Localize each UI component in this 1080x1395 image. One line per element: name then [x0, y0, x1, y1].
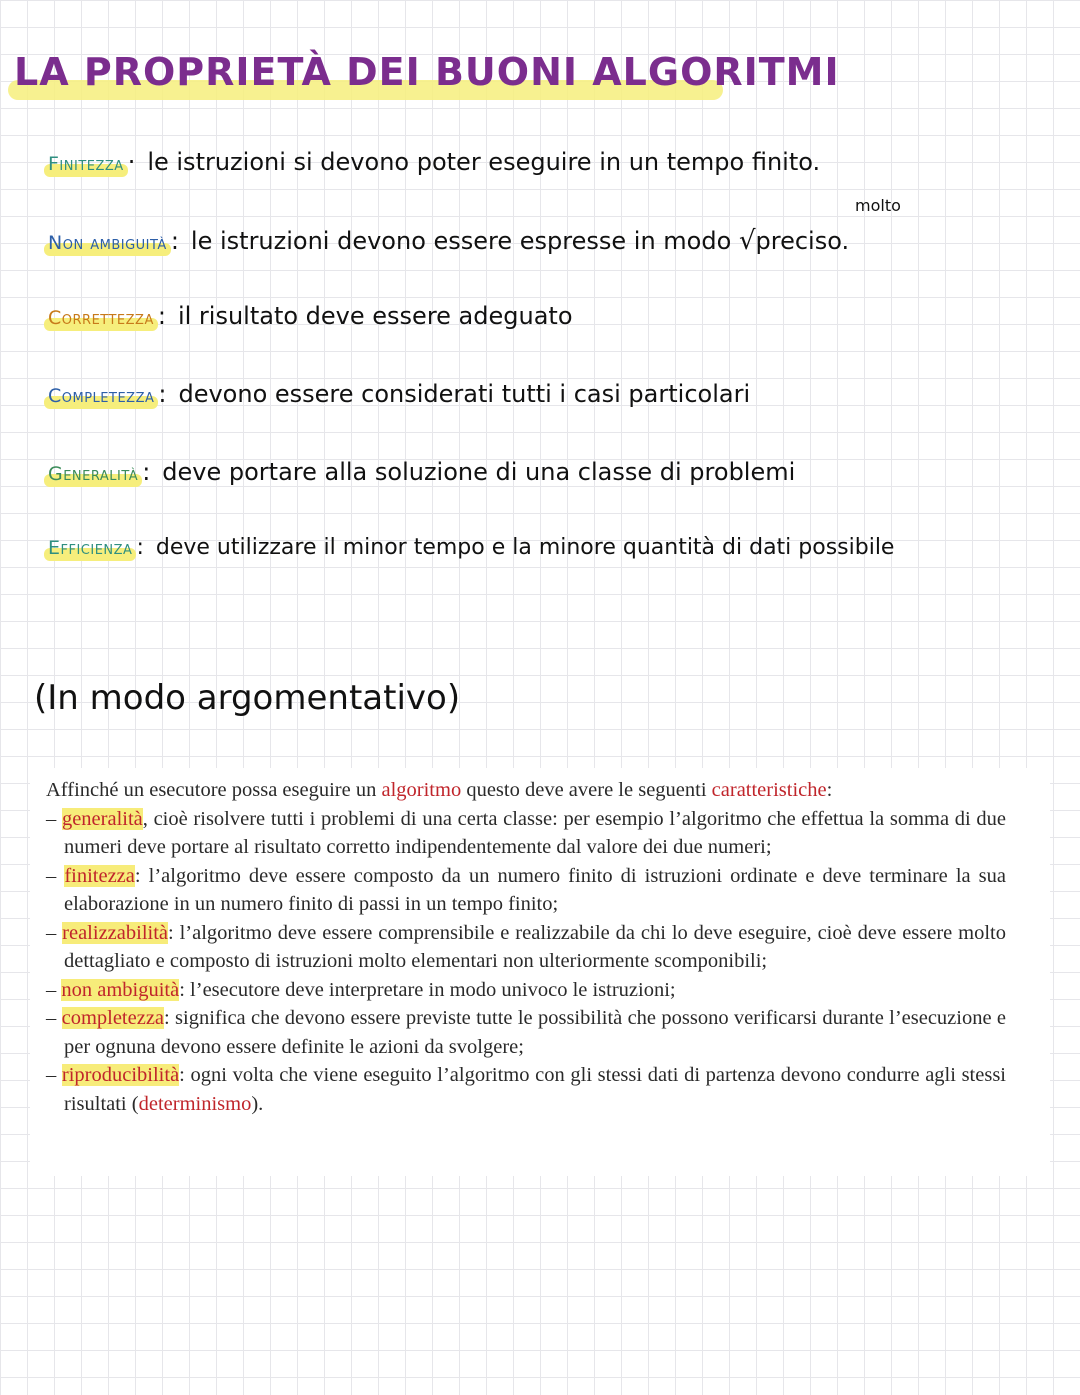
keyword-term: realizzabilità [62, 921, 168, 944]
list-item: – riproducibilità: ogni volta che viene eseguito l’algoritmo con gli stessi dati di partenza devono condurre agli stessi risultati (determinismo). [46, 1064, 1006, 1115]
property-term: Efficienza [48, 537, 132, 559]
textbook-excerpt [30, 768, 1050, 1176]
list-item: – generalità, cioè risolvere tutti i problemi di una certa classe: per esempio l’algoritmo che effettua la somma di due numeri deve portare al risultato corretto indipendentemente dal valore dei due numeri; [46, 807, 1007, 858]
keyword-term: completezza [61, 1007, 165, 1029]
annotation-molto: molto [855, 196, 901, 215]
list-item: – non ambiguità: l’esecutore deve interpretare in modo univoco le istruzioni; [46, 978, 676, 1001]
keyword-caratteristiche: caratteristiche [711, 779, 827, 801]
keyword-algoritmo: algoritmo [381, 779, 462, 801]
keyword-term: finitezza [64, 864, 135, 887]
property-efficienza: Efficienza : deve utilizzare il minor tempo e la minore quantità di dati possibile [48, 535, 894, 560]
property-text: deve utilizzare il minor tempo e la minore quantità di dati possibile [155, 535, 895, 560]
page-title: LA PROPRIETÀ DEI BUONI ALGORITMI [14, 50, 840, 94]
property-non-ambiguita: Non ambiguità : le istruzioni devono essere espresse in modo √preciso. [48, 226, 849, 256]
property-term: Correttezza [48, 307, 154, 329]
property-term: Completezza [48, 385, 154, 407]
list-item: – realizzabilità: l’algoritmo deve essere comprensibile e realizzabile da chi lo deve eseguire, cioè deve essere molto dettagliato e composto di istruzioni molto elementari non ulteriormente scomponibili; [46, 921, 1007, 972]
property-text: le istruzioni si devono poter eseguire in un tempo finito. [147, 148, 821, 176]
property-text: il risultato deve essere adeguato [177, 302, 573, 330]
property-term: Finitezza [48, 153, 124, 175]
property-generalita: Generalità : deve portare alla soluzione di una classe di problemi [48, 458, 795, 486]
property-text: devono essere considerati tutti i casi particolari [178, 380, 751, 408]
keyword-term: generalità [61, 807, 143, 830]
property-text: deve portare alla soluzione di una classe di problemi [162, 458, 796, 486]
property-term: Non ambiguità [48, 232, 167, 254]
property-text-end: preciso. [755, 227, 850, 255]
section-subtitle: (In modo argomentativo) [34, 678, 461, 718]
keyword-term: riproducibilità [61, 1064, 180, 1086]
property-finitezza: Finitezza · le istruzioni si devono poter eseguire in un tempo finito. [48, 148, 820, 176]
keyword-term: non ambiguità [61, 978, 180, 1001]
property-term: Generalità [48, 463, 138, 485]
property-correttezza: Correttezza : il risultato deve essere adeguato [48, 302, 573, 330]
intro-paragraph: Affinché un esecutore possa eseguire un algoritmo questo deve avere le seguenti caratteristiche: [46, 779, 833, 801]
insert-mark: √ [738, 226, 756, 256]
list-item: – finitezza: l’algoritmo deve essere composto da un numero finito di istruzioni ordinate e deve terminare la sua elaborazione in un numero finito di passi in un tempo finito; [46, 864, 1007, 915]
property-completezza: Completezza : devono essere considerati tutti i casi particolari [48, 380, 750, 408]
keyword-determinismo: determinismo [138, 1092, 252, 1115]
property-text: le istruzioni devono essere espresse in modo [190, 227, 732, 255]
list-item: – completezza: significa che devono essere previste tutte le possibilità che possono verificarsi durante l’esecuzione e per ognuna devono essere definite le azioni da svolgere; [46, 1007, 1007, 1058]
